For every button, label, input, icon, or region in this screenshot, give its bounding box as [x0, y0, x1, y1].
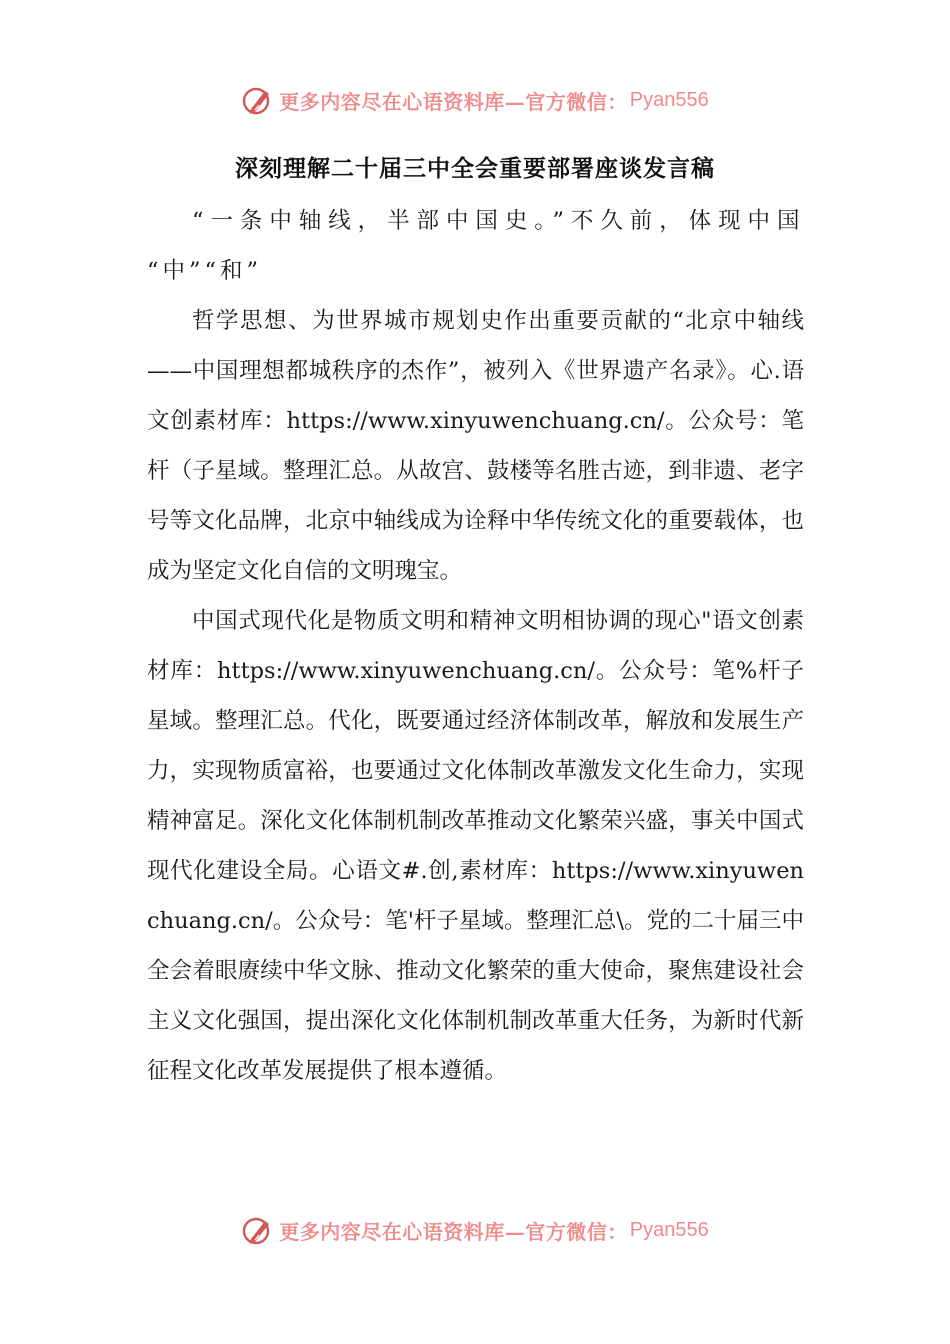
footer-banner — [0, 1208, 950, 1252]
paragraph-2: “中”“和” — [147, 258, 263, 284]
header-contact: Pyan556 — [629, 88, 709, 111]
header-banner — [0, 78, 950, 122]
paragraph-1: “一条中轴线，半部中国史。”不久前，体现中国 — [192, 208, 804, 234]
header-slogan: 更多内容尽在心语资料库—官方微信： — [279, 89, 628, 114]
pen-nib-logo-icon — [241, 1213, 275, 1247]
footer-slogan: 更多内容尽在心语资料库—官方微信： — [279, 1219, 628, 1244]
document-title: 深刻理解二十届三中全会重要部署座谈发言稿 — [235, 155, 715, 182]
pen-nib-logo-icon — [241, 83, 275, 117]
footer-contact: Pyan556 — [629, 1218, 709, 1241]
paragraph-4: 中国式现代化是物质文明和精神文明相协调的现心"语文创素材库：https://www.xinyuwenchuang.cn/。公众号：笔%杆子星域。整理汇总。代化，既要通过经济体制改革，解放和发展生产力，实现物质富裕，也要通过文化体制改革激发文化生命力，实现精神富足。深化文化体制机制改革推动文化繁荣兴盛，事关中国式现代化建设全局。心语文#.创,素材库：https://www.xinyuwenchuang.cn/。公众号：笔'杆子星域。整理汇总\。党的二十届三中全会着眼赓续中华文脉、推动文化繁荣的重大使命，聚焦建设社会主义文化强国，提出深化文化体制机制改革重大任务，为新时代新征程文化改革发展提供了根本遵循。 — [147, 608, 804, 1084]
document-body — [147, 196, 804, 1096]
paragraph-3: 哲学思想、为世界城市规划史作出重要贡献的“北京中轴线——中国理想都城秩序的杰作”，被列入《世界遗产名录》。心.语文创素材库：https://www.xinyuwenchuang.cn/。公众号：笔杆（子星域。整理汇总。从故宫、鼓楼等名胜古迹，到非遗、老字号等文化品牌，北京中轴线成为诠释中华传统文化的重要载体，也成为坚定文化自信的文明瑰宝。 — [147, 308, 804, 584]
